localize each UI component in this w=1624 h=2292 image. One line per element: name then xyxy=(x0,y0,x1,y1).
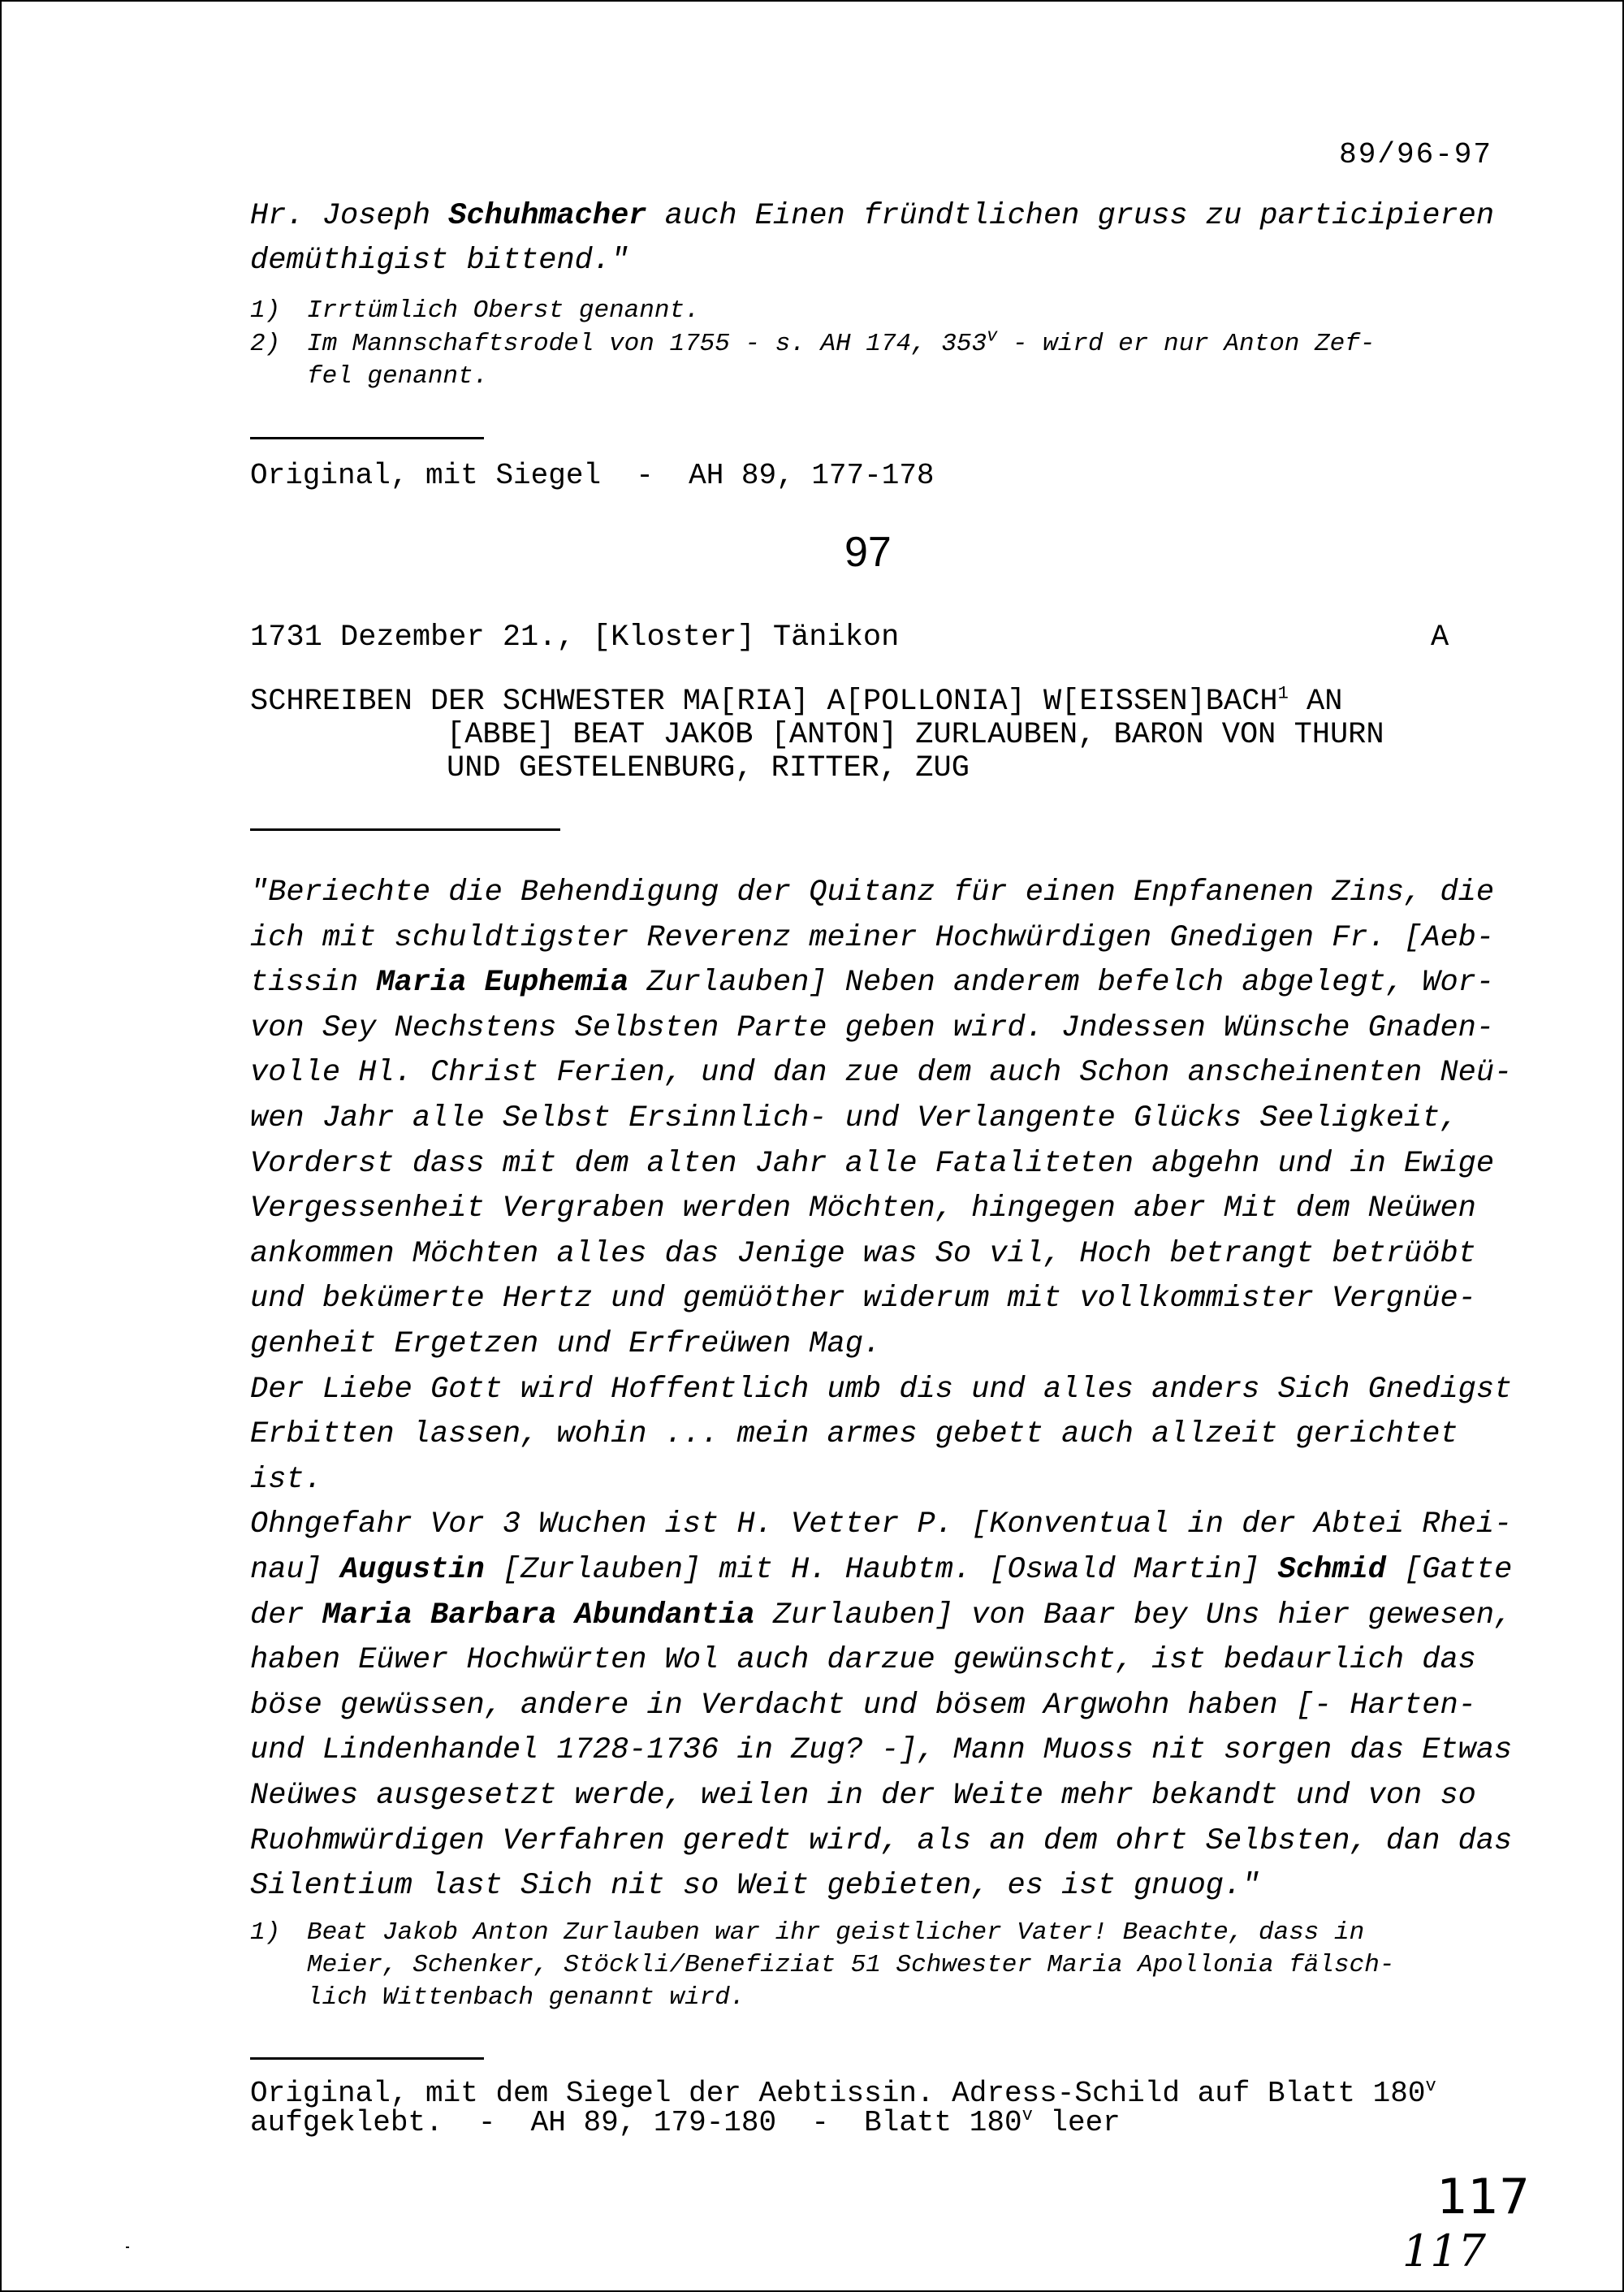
letter-body-line xyxy=(250,1869,1259,1903)
text-segment: und bekümerte Hertz und gemüöther widerum mit vollkommister Vergnüe- xyxy=(250,1282,1476,1317)
text-segment: ankommen Möchten alles das Jenige was So vil, Hoch betrangt betrüöbt xyxy=(250,1236,1476,1271)
previous-letter-line xyxy=(250,244,628,278)
previous-letter-line xyxy=(250,199,1494,233)
text-segment: nau] xyxy=(250,1553,341,1587)
letter-body-line xyxy=(250,876,1494,910)
text-segment: volle Hl. Christ Ferien, und dan zue dem auch Schon anscheinenten Neü- xyxy=(250,1056,1513,1091)
letter-title-line-1: SCHREIBEN DER SCHWESTER MA[RIA] A[POLLONIA] W[EISSEN]BACH$^1$ AN xyxy=(250,683,1343,719)
text-segment: Zurlauben] Neben anderem befelch abgelegt, Wor- xyxy=(628,966,1495,1001)
letter-source-line-2: aufgeklebt. - AH 89, 179-180 - Blatt 180$^v$ leer xyxy=(250,2105,1121,2139)
text-segment: "Beriechte die Behendigung der Quitanz für einen Enpfanenen Zins, die xyxy=(250,876,1495,910)
person-name: Maria Barbara Abundantia xyxy=(322,1598,755,1633)
text-segment: Ohngefahr Vor 3 Wuchen ist H. Vetter P. [Konventual in der Abtei Rhei- xyxy=(250,1507,1513,1542)
letter-body-line xyxy=(250,1463,322,1497)
letter-body-line xyxy=(250,1689,1476,1723)
letter-body-line xyxy=(250,1779,1476,1813)
person-name: Schuhmacher xyxy=(448,199,647,233)
letter-number: 97 xyxy=(844,529,892,576)
letter-body-line xyxy=(250,1507,1512,1542)
letter-source-line-1: Original, mit dem Siegel der Aebtissin. Adress-Schild auf Blatt 180$^v$ xyxy=(250,2076,1436,2110)
separator-rule xyxy=(250,437,484,439)
letter-body-line xyxy=(250,1101,1458,1135)
text-segment: Neüwes ausgesetzt werde, weilen in der Weite mehr bekandt und von so xyxy=(250,1779,1476,1813)
text-segment: Ruohmwürdigen Verfahren geredt wird, als an dem ohrt Selbsten, dan das xyxy=(250,1823,1513,1858)
footnote-1-text: Irrtümlich Oberst genannt. xyxy=(307,296,700,325)
footnote-2-text: Im Mannschaftsrodel von 1755 - s. AH 174, 353$^v$ - wird er nur Anton Zef- xyxy=(307,326,1376,358)
letter-body-line xyxy=(250,1056,1512,1090)
text-segment: haben Eüwer Hochwürten Wol auch darzue gewünscht, ist bedaurlich das xyxy=(250,1643,1476,1678)
text-segment: Hr. Joseph xyxy=(250,199,449,233)
letter-footnote-line-3: lich Wittenbach genannt wird. xyxy=(307,1983,745,2012)
letter-body-line xyxy=(250,1417,1458,1451)
letter-body-line xyxy=(250,1373,1512,1407)
text-segment: wen Jahr alle Selbst Ersinnlich- und Verlangente Glücks Seeligkeit, xyxy=(250,1101,1458,1135)
person-name: Maria Euphemia xyxy=(376,966,629,1001)
letter-footnote-number: 1) xyxy=(250,1918,281,1947)
letter-body-line xyxy=(250,1733,1512,1767)
separator-rule xyxy=(250,2057,484,2060)
text-segment: [Zurlauben] mit H. Haubtm. [Oswald Martin] xyxy=(484,1553,1278,1587)
text-segment: demüthigist bittend." xyxy=(250,244,629,278)
text-segment: ich mit schuldtigster Reverenz meiner Hochwürdigen Gnedigen Fr. [Aeb- xyxy=(250,920,1495,955)
letter-body-line xyxy=(250,966,1494,1000)
letter-body-line xyxy=(250,1327,881,1361)
letter-type: A xyxy=(1431,621,1449,655)
text-segment: Erbitten lassen, wohin ... mein armes gebett auch allzeit gerichtet xyxy=(250,1417,1458,1452)
letter-body-line xyxy=(250,921,1494,955)
text-segment: tissin xyxy=(250,966,377,1001)
footnote-2-number: 2) xyxy=(250,330,281,358)
text-segment: Silentium last Sich nit so Weit gebieten, es ist gnuog." xyxy=(250,1869,1260,1904)
letter-date-place: 1731 Dezember 21., [Kloster] Tänikon xyxy=(250,621,900,655)
letter-body-line xyxy=(250,1191,1476,1226)
letter-body-line xyxy=(250,1598,1512,1633)
document-reference: 89/96-97 xyxy=(1339,138,1492,171)
letter-body-line xyxy=(250,1237,1476,1271)
text-segment: Vorderst dass mit dem alten Jahr alle Fataliteten abgehn und in Ewige xyxy=(250,1146,1495,1181)
text-segment: Zurlauben] von Baar bey Uns hier gewesen, xyxy=(754,1598,1513,1633)
footnote-1-number: 1) xyxy=(250,296,281,325)
text-segment: genheit Ergetzen und Erfreüwen Mag. xyxy=(250,1327,882,1361)
letter-body-line xyxy=(250,1643,1476,1677)
text-segment: auch Einen fründtlichen gruss zu participieren xyxy=(646,199,1495,233)
text-segment: und Lindenhandel 1728-1736 in Zug? -], Mann Muoss nit sorgen das Etwas xyxy=(250,1733,1513,1768)
person-name: Schmid xyxy=(1277,1553,1386,1587)
text-segment: böse gewüssen, andere in Verdacht und bösem Argwohn haben [- Harten- xyxy=(250,1688,1476,1723)
text-segment: Der Liebe Gott wird Hoffentlich umb dis und alles anders Sich Gnedigst xyxy=(250,1372,1513,1407)
letter-footnote-line-2: Meier, Schenker, Stöckli/Benefiziat 51 Schwester Maria Apollonia fälsch- xyxy=(307,1951,1395,1979)
letter-title-line-2: [ABBE] BEAT JAKOB [ANTON] ZURLAUBEN, BARON VON THURN xyxy=(447,718,1384,752)
handwritten-page-number: 117 xyxy=(1402,2225,1486,2277)
footnote-2-continuation: fel genannt. xyxy=(307,362,489,391)
letter-title-line-3: UND GESTELENBURG, RITTER, ZUG xyxy=(447,751,970,785)
text-segment: der xyxy=(250,1598,322,1633)
letter-body-line xyxy=(250,1011,1494,1045)
page-stamp-number: 117 xyxy=(1436,2169,1530,2225)
person-name: Augustin xyxy=(340,1553,485,1587)
text-segment: [Gatte xyxy=(1385,1553,1513,1587)
letter-body-line xyxy=(250,1553,1512,1587)
letter-body-line xyxy=(250,1147,1494,1181)
separator-rule xyxy=(250,828,560,831)
letter-footnote-line-1: Beat Jakob Anton Zurlauben war ihr geistlicher Vater! Beachte, dass in xyxy=(307,1918,1365,1947)
letter-body-line xyxy=(250,1824,1512,1858)
scan-speck xyxy=(126,2247,129,2248)
text-segment: von Sey Nechstens Selbsten Parte geben wird. Jndessen Wünsche Gnaden- xyxy=(250,1010,1495,1045)
text-segment: ist. xyxy=(250,1462,322,1497)
letter-body-line xyxy=(250,1282,1476,1316)
previous-source-line: Original, mit Siegel - AH 89, 177-178 xyxy=(250,459,935,492)
text-segment: Vergessenheit Vergraben werden Möchten, hingegen aber Mit dem Neüwen xyxy=(250,1191,1476,1226)
